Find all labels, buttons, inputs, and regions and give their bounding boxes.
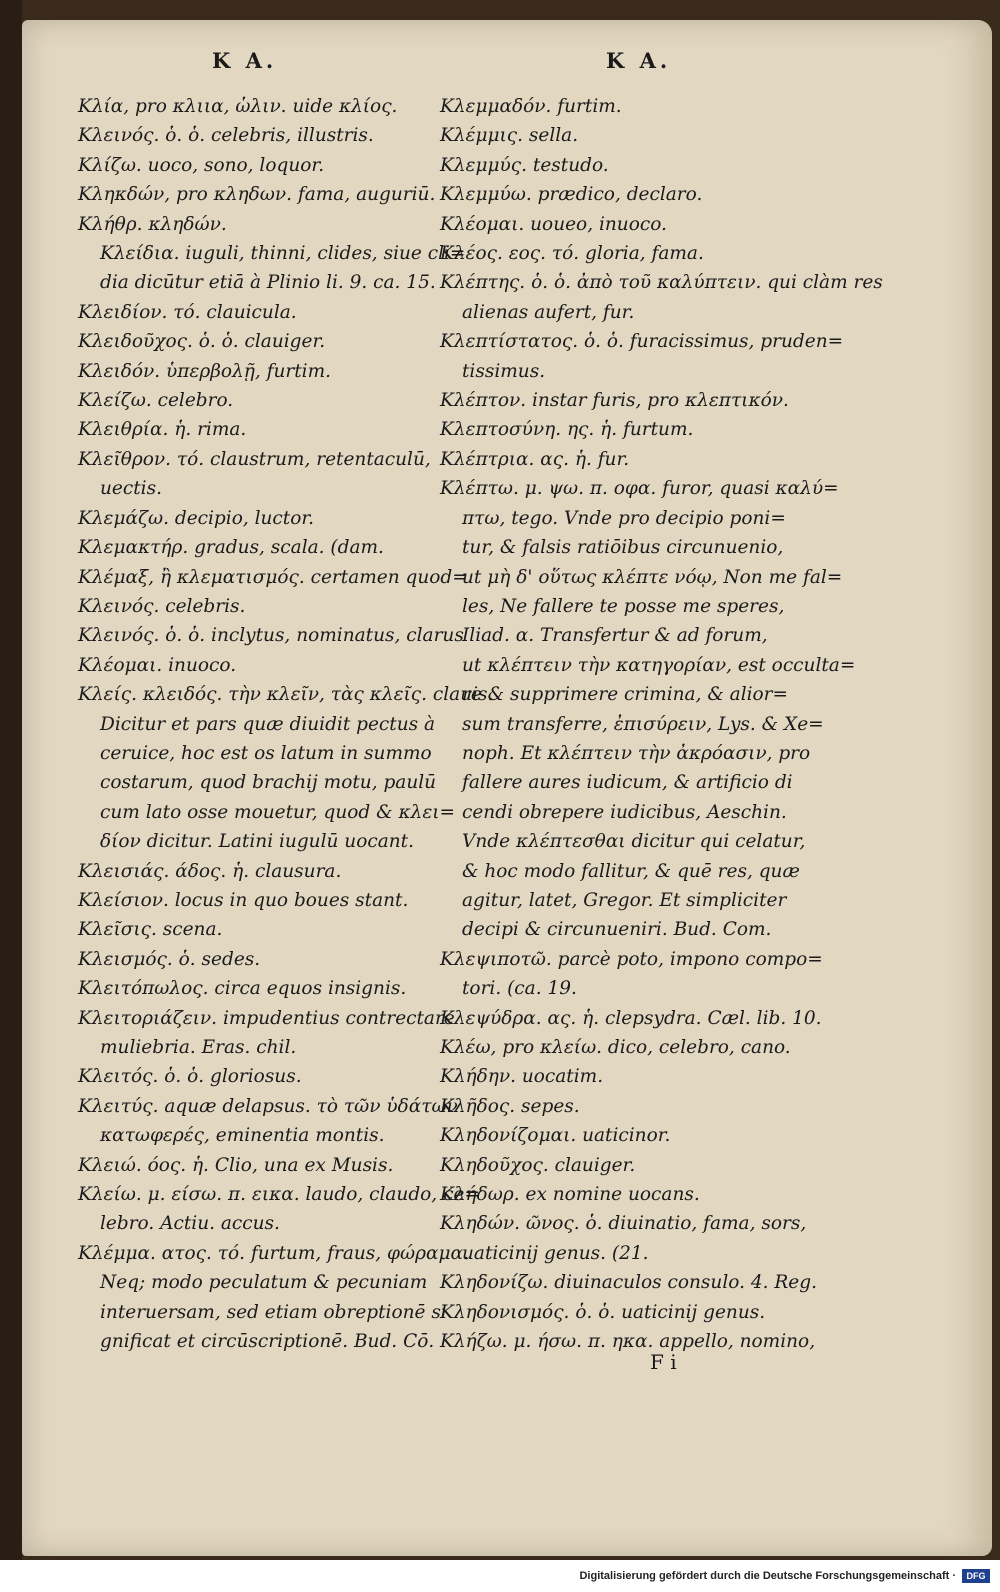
dictionary-line: Κλειτοριάζειν. impudentius contrectare bbox=[78, 1007, 455, 1029]
signature-mark: F i bbox=[650, 1350, 677, 1374]
dictionary-line: Κλεινός. ὁ. ὁ. inclytus, nominatus, clarus bbox=[78, 625, 464, 647]
dictionary-line: Κλειτύς. aquæ delapsus. τὸ τῶν ὑδάτων bbox=[78, 1095, 458, 1117]
dictionary-line: Κλεψύδρα. ας. ἡ. clepsydra. Cæl. lib. 10. bbox=[440, 1007, 822, 1029]
dictionary-line: Κληδονίζω. diuinaculos consulo. 4. Reg. bbox=[440, 1272, 817, 1294]
dictionary-line: Κλέος. εος. τό. gloria, fama. bbox=[440, 243, 704, 265]
dictionary-line: Κλέπτης. ὁ. ὁ. ἀπὸ τοῦ καλύπτειν. qui clàm res bbox=[440, 272, 883, 294]
dictionary-line: Κλεισμός. ὁ. sedes. bbox=[78, 948, 261, 970]
dictionary-line: costarum, quod brachij motu, paulū bbox=[100, 772, 437, 794]
dictionary-line: δίον dicitur. Latini iugulū uocant. bbox=[100, 831, 414, 853]
dictionary-line: Dicitur et pars quæ diuidit pectus à bbox=[100, 713, 436, 735]
dictionary-line: lebro. Actiu. accus. bbox=[100, 1213, 280, 1235]
dictionary-line: Vnde κλέπτεσθαι dicitur qui celatur, bbox=[462, 831, 806, 853]
dictionary-line: Κλέπτον. instar furis, pro κλεπτικόν. bbox=[440, 390, 789, 412]
dictionary-line: Κληδών. ῶνος. ὁ. diuinatio, fama, sors, bbox=[440, 1213, 807, 1235]
left-column bbox=[78, 92, 494, 1356]
dictionary-line: Κληδοῦχος. clauiger. bbox=[440, 1154, 636, 1176]
running-head-right: K A. bbox=[606, 48, 672, 73]
dictionary-line: ut κλέπτειν τὴν κατηγορίαν, est occulta= bbox=[462, 654, 856, 676]
dictionary-line: tissimus. bbox=[462, 360, 546, 382]
dictionary-line: Κλεπτοσύνη. ης. ἡ. furtum. bbox=[440, 419, 694, 441]
dictionary-line: Κλήθρ. κληδών. bbox=[78, 213, 227, 235]
dictionary-line: Κλεπτίστατος. ὁ. ὁ. furacissimus, pruden= bbox=[440, 331, 844, 353]
dictionary-line: Κλεῖθρον. τό. claustrum, retentaculū, bbox=[78, 448, 431, 470]
dictionary-line: Κλεμμαδόν. furtim. bbox=[440, 96, 622, 117]
dictionary-line: Κλειδίον. τό. clauicula. bbox=[78, 301, 297, 323]
dictionary-line: Κληδονισμός. ὁ. ὁ. uaticinij genus. bbox=[440, 1301, 766, 1323]
dictionary-line: Κλείζω. celebro. bbox=[78, 390, 234, 412]
dictionary-line: Κλεινός. ὁ. ὁ. celebris, illustris. bbox=[78, 125, 374, 147]
dictionary-line: sum transferre, ἐπισύρειν, Lys. & Xe= bbox=[462, 713, 824, 735]
dictionary-line: Κλείς. κλειδός. τὴν κλεῖν, τὰς κλεῖς. clauis. bbox=[78, 684, 494, 706]
footer-bar bbox=[0, 1564, 1000, 1592]
dictionary-line: gnificat et circūscriptionē. Bud. Cō. bbox=[100, 1331, 435, 1353]
dictionary-line: Κλήζω. μ. ήσω. π. ηκα. appello, nomino, bbox=[440, 1331, 816, 1353]
dictionary-line: Κλείω. μ. είσω. π. εικα. laudo, claudo, ce= bbox=[78, 1184, 480, 1206]
dictionary-line: agitur, latet, Gregor. Et simpliciter bbox=[462, 889, 787, 911]
dictionary-line: Κληκδών, pro κληδων. fama, auguriū. bbox=[78, 184, 436, 206]
dictionary-line: cum lato osse mouetur, quod & κλει= bbox=[100, 801, 456, 823]
dictionary-line: Κλέομαι. inuoco. bbox=[78, 654, 237, 676]
right-column bbox=[440, 92, 883, 1356]
dictionary-line: muliebria. Eras. chil. bbox=[100, 1037, 297, 1058]
dictionary-line: re & supprimere crimina, & alior= bbox=[462, 684, 789, 706]
dictionary-line: Κλῆδος. sepes. bbox=[440, 1095, 580, 1117]
dictionary-line: Κληδονίζομαι. uaticinor. bbox=[440, 1125, 671, 1147]
dictionary-line: cendi obrepere iudicibus, Aeschin. bbox=[462, 801, 787, 823]
dictionary-line: Κλέμμα. ατος. τό. furtum, fraus, φώραμα. bbox=[78, 1242, 469, 1264]
dictionary-line: Κλειδοῦχος. ὁ. ὁ. clauiger. bbox=[78, 331, 326, 353]
dictionary-line: Κλήδωρ. ex nomine uocans. bbox=[440, 1184, 700, 1206]
dictionary-line: Κλεμακτήρ. gradus, scala. (dam. bbox=[78, 537, 384, 559]
dictionary-line: Κλεῖσις. scena. bbox=[78, 919, 223, 941]
dictionary-line: Κλειθρία. ἡ. rima. bbox=[78, 419, 247, 441]
dictionary-line: uaticinij genus. (21. bbox=[462, 1242, 649, 1264]
dictionary-line: Κλέομαι. uoueo, inuoco. bbox=[440, 213, 667, 235]
dictionary-line: & hoc modo fallitur, & quē res, quæ bbox=[462, 860, 800, 882]
dictionary-line: κατωφερές, eminentia montis. bbox=[100, 1125, 385, 1147]
dictionary-line: uectis. bbox=[100, 478, 162, 500]
dictionary-line: les, Ne fallere te posse me speres, bbox=[462, 595, 785, 617]
dictionary-line: Κλέπτω. μ. ψω. π. οφα. furor, quasi καλύ= bbox=[440, 478, 839, 500]
dictionary-line: Κλεμμύς. testudo. bbox=[440, 154, 609, 176]
running-head-left: K A. bbox=[212, 48, 278, 73]
dictionary-line: Κλέμαξ, ἢ κλεματισμός. certamen quod= bbox=[78, 566, 468, 588]
dictionary-line: noph. Et κλέπτειν τὴν ἀκρόασιν, pro bbox=[462, 742, 811, 764]
dictionary-line: tur, & falsis ratiōibus circunuenio, bbox=[462, 537, 784, 559]
dictionary-line: alienas aufert, fur. bbox=[462, 301, 635, 323]
dictionary-line: Κλίζω. uoco, sono, loquor. bbox=[78, 154, 325, 176]
dictionary-line: Κλέω, pro κλείω. dico, celebro, cano. bbox=[440, 1037, 791, 1058]
dictionary-line: Iliad. α. Transfertur & ad forum, bbox=[462, 625, 768, 647]
dictionary-line: Κλέπτρια. ας. ἡ. fur. bbox=[440, 448, 630, 470]
dictionary-line: Κλεμμύω. prædico, declaro. bbox=[440, 184, 703, 206]
dictionary-line: Κλειδόν. ὑπερβολῇ, furtim. bbox=[78, 360, 332, 382]
dictionary-line: fallere aures iudicum, & artificio di bbox=[462, 772, 793, 794]
dictionary-line: Κλείσιον. locus in quo boues stant. bbox=[78, 889, 409, 911]
dictionary-line: tori. (ca. 19. bbox=[462, 978, 577, 1000]
dfg-logo: DFG bbox=[962, 1569, 990, 1583]
footer-credit: Digitalisierung gefördert durch die Deutsche Forschungsgemeinschaft · bbox=[579, 1570, 956, 1582]
dictionary-line: dia dicūtur etiā à Plinio li. 9. ca. 15. bbox=[100, 272, 436, 294]
dictionary-line: ut μὴ δ' οὕτως κλέπτε νόῳ, Non me fal= bbox=[462, 566, 843, 588]
dictionary-line: Κλεισιάς. άδος. ἡ. clausura. bbox=[78, 860, 342, 882]
dictionary-line: πτω, tego. Vnde pro decipio poni= bbox=[462, 507, 786, 529]
dictionary-line: interuersam, sed etiam obreptionē si bbox=[100, 1301, 447, 1323]
dictionary-line: decipi & circunueniri. Bud. Com. bbox=[462, 919, 772, 941]
dictionary-line: ceruice, hoc est os latum in summo bbox=[100, 742, 432, 764]
dictionary-line: Κλεψιποτῶ. parcè poto, impono compo= bbox=[440, 948, 823, 970]
dictionary-line: Κλεινός. celebris. bbox=[78, 595, 246, 617]
dictionary-line: Κλειτός. ὁ. ὁ. gloriosus. bbox=[78, 1066, 302, 1088]
dictionary-line: Κλήδην. uocatim. bbox=[440, 1066, 604, 1088]
dictionary-line: Κλείδια. iuguli, thinni, clides, siue cli= bbox=[100, 243, 466, 265]
dictionary-line: Κλέμμις. sella. bbox=[440, 125, 579, 147]
dictionary-line: Κλία, pro κλιια, ὡλιν. uide κλίος. bbox=[78, 96, 398, 117]
dictionary-line: Κλεμάζω. decipio, luctor. bbox=[78, 507, 315, 529]
dictionary-line: Neq; modo peculatum & pecuniam bbox=[100, 1272, 428, 1294]
binding-edge bbox=[0, 0, 22, 1560]
dictionary-line: Κλειτόπωλος. circa equos insignis. bbox=[78, 978, 407, 1000]
dictionary-line: Κλειώ. όος. ἡ. Clio, una ex Musis. bbox=[78, 1154, 394, 1176]
